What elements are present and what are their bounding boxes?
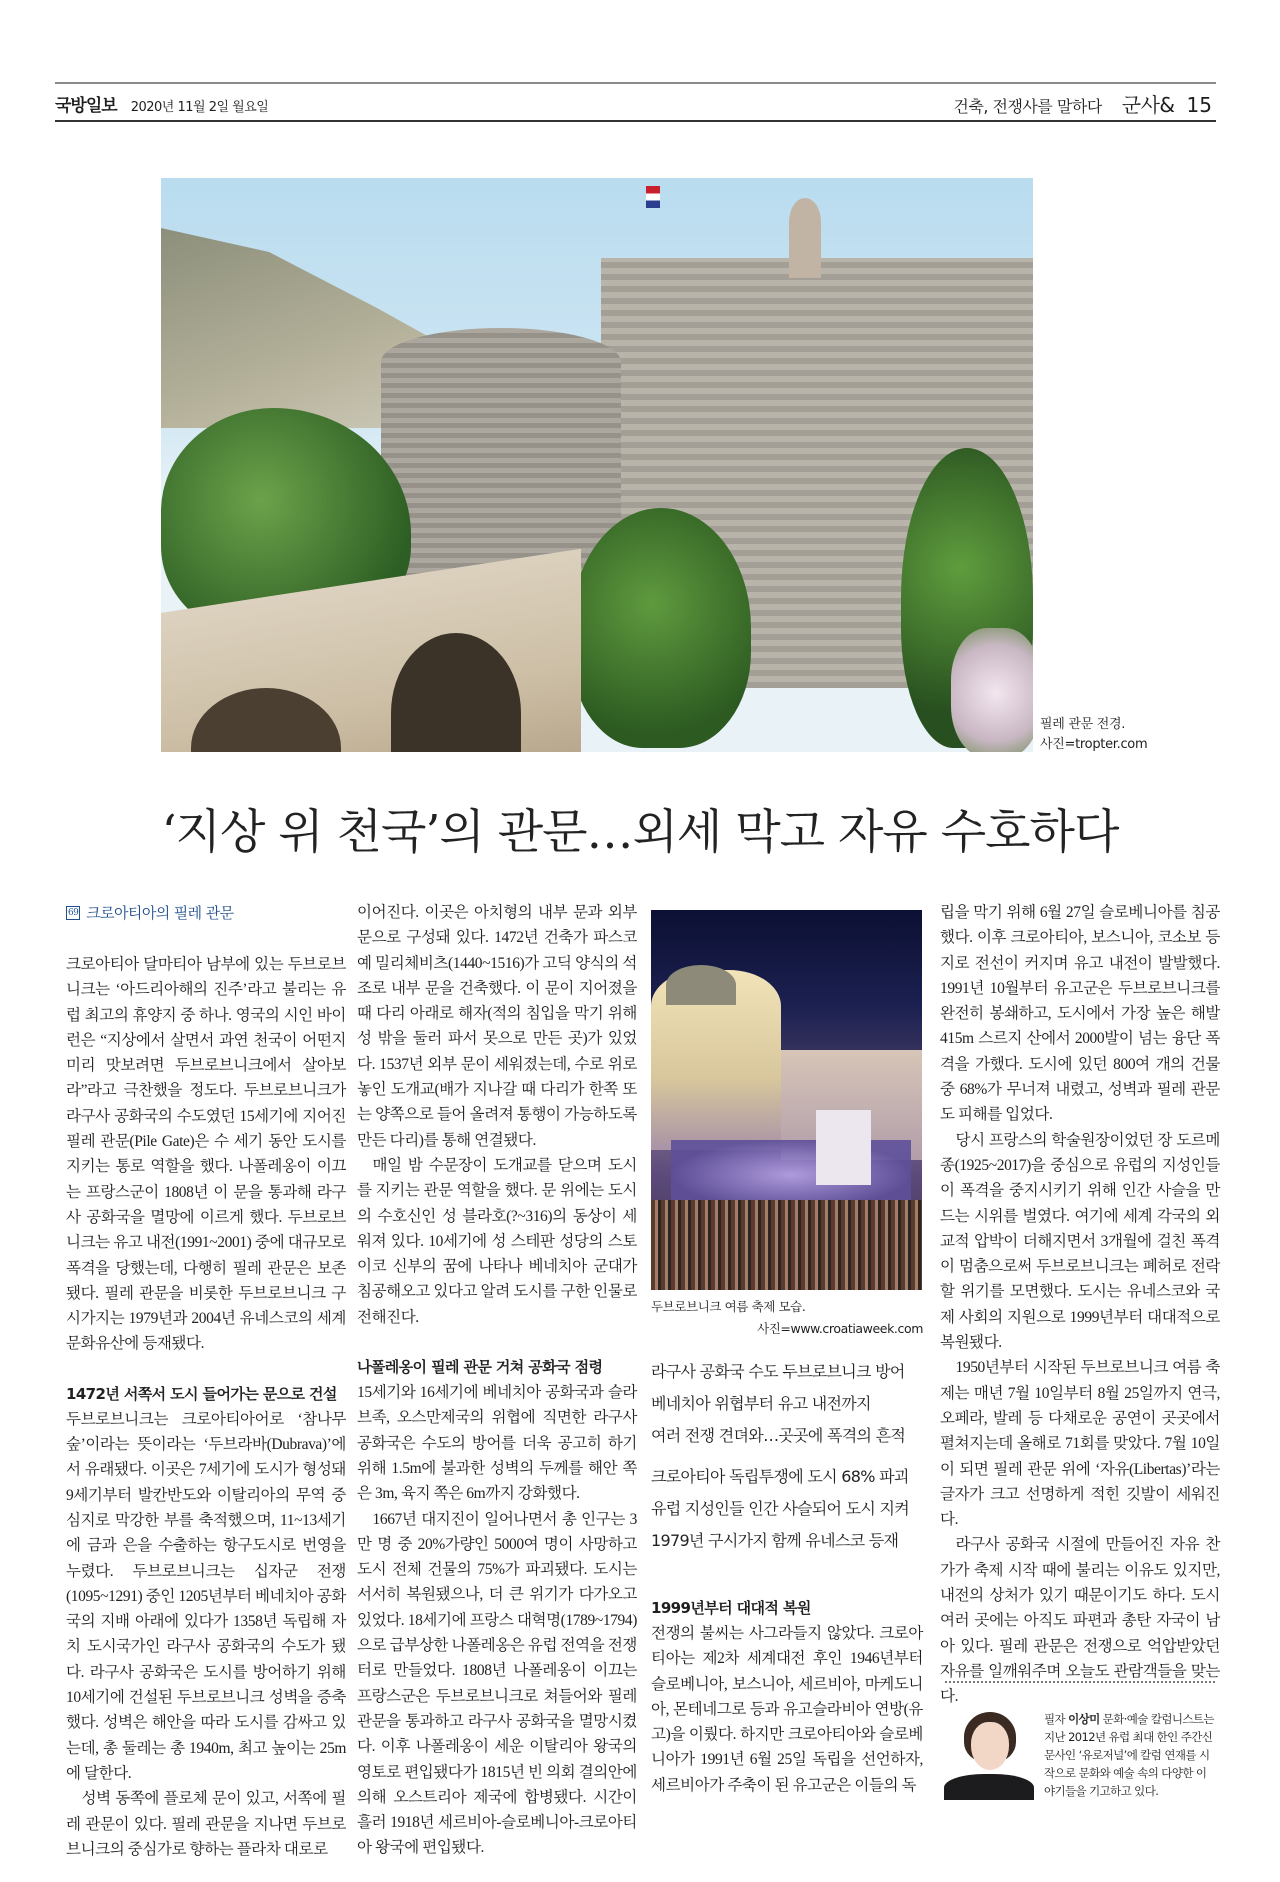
body-paragraph: 립을 막기 위해 6월 27일 슬로베니아를 침공했다. 이후 크로아티아, 보스니아, 코소보 등지로 전선이 커지며 유고 내전이 발발했다. 1991년 10월부터 유고군은 두브로브니크를 완전히 봉쇄하고, 도시에서 가장 높은 해발 415m 스르지 산에서 2000발이 넘는 융단 폭격을 가했다. 도시에 있던 800여 개의 건물 중 68%가 무너져 내렸고, 성벽과 필레 관문도 피해를 입었다. bbox=[940, 904, 1220, 1124]
author-prefix: 필자 bbox=[1044, 1712, 1066, 1726]
deck-subheads bbox=[651, 1356, 931, 1557]
issue-date: 2020년 11월 2일 월요일 bbox=[130, 100, 269, 115]
body-paragraph: 1667년 대지진이 일어나면서 총 인구는 3만 명 중 20%가량인 5000여 명이 사망하고 도시 전체 건물의 75%가 파괴됐다. 도시는 서서히 복원됐으나, 더 큰 위기가 다가오고 있었다. 18세기에 프랑스 대혁명(1789~1794)으로 급부상한 나폴레옹은 유럽 전역을 전쟁터로 만들었다. 1808년 나폴레옹이 이끄는 프랑스군은 두브로브니크로 쳐들어와 필레 관문을 통과하고 라구사 공화국을 멸망시켰다. 이후 나폴레옹이 세운 이탈리아 왕국의 영토로 편입됐다가 1815년 빈 의회 결의안에 의해 오스트리아 제국에 합병됐다. 시간이 흘러 1918년 세르비아-슬로베니아-크로아티아 왕국에 편입됐다. bbox=[357, 1510, 637, 1857]
author-box bbox=[944, 1710, 1224, 1810]
series-tag-title: 크로아티아의 필레 관문 bbox=[86, 904, 234, 922]
tree-middle-shape bbox=[571, 508, 751, 748]
photo-credit: 사진=tropter.com bbox=[1040, 737, 1148, 752]
audience-shape bbox=[651, 1200, 922, 1290]
section-subhead: 1472년 서쪽서 도시 들어가는 문으로 건설 bbox=[66, 1384, 337, 1403]
author-description: 문화·예술 칼럼니스트는 지난 2012년 유럽 최대 한인 주간신문사인 ‘유로저널’에 칼럼 연재를 시작으로 문화와 예술 속의 다양한 이야기들을 기고하고 있다. bbox=[1044, 1712, 1214, 1798]
body-paragraph: 성벽 동쪽에 플로체 문이 있고, 서쪽에 필레 관문이 있다. 필레 관문을 지나면 두브로브니크의 중심가로 향하는 플라차 대로로 bbox=[66, 1790, 346, 1858]
body-paragraph: 크로아티아 달마티아 남부에 있는 두브로브니크는 ‘아드리아해의 진주’라고 불리는 유럽 최고의 휴양지 중 하나. 영국의 시인 바이런은 “지상에서 살면서 과연 천국이 어떤지 미리 맛보려면 두브로브니크에서 살아보라”라고 극찬했을 정도다. 두브로브니크가 라구사 공화국의 수도였던 15세기에 지어진 필레 관문(Pile Gate)은 수 세기 동안 도시를 지키는 통로 역할을 했다. 나폴레옹이 이끄는 프랑스군이 1808년 이 문을 통과해 라구사 공화국을 멸망에 이르게 했다. 두브로브니크는 유고 내전(1991~2001) 중에 대규모로 폭격을 당했는데, 다행히 필레 관문은 보존됐다. 필레 관문을 비롯한 두브로브니크 구시가지는 1979년과 2004년 유네스코의 세계문화유산에 등재됐다. bbox=[66, 956, 346, 1353]
deck-line: 라구사 공화국 수도 두브로브니크 방어 bbox=[651, 1362, 905, 1381]
series-tag bbox=[66, 900, 346, 926]
author-name: 이상미 bbox=[1068, 1712, 1100, 1726]
author-bio bbox=[1044, 1710, 1214, 1800]
page-number: 15 bbox=[1186, 93, 1212, 117]
church-dome-shape bbox=[666, 965, 736, 1005]
body-paragraph: 매일 밤 수문장이 도개교를 닫으며 도시를 지키는 관문 역할을 했다. 문 위에는 도시의 수호신인 성 블라호(?~316)의 동상이 세워져 있다. 10세기에 성 스테판 성당의 스토이코 신부의 꿈에 나타나 베네치아 군대가 침공해오고 있다고 알려 도시를 구한 인물로 전해진다. bbox=[357, 1156, 637, 1326]
deck-line: 크로아티아 독립투쟁에 도시 68% 파괴 bbox=[651, 1467, 909, 1486]
festival-photo-caption bbox=[651, 1296, 923, 1340]
section-subhead: 1999년부터 대대적 복원 bbox=[651, 1599, 811, 1617]
article-column-1 bbox=[66, 900, 346, 1862]
newspaper-logo: 국방일보 bbox=[55, 96, 117, 116]
page-masthead bbox=[55, 82, 1216, 122]
turret-shape bbox=[789, 198, 821, 278]
body-paragraph: 15세기와 16세기에 베네치아 공화국과 슬라브족, 오스만제국의 위협에 직면한 라구사 공화국은 수도의 방어를 더욱 공고히 하기 위해 1.5m에 불과한 성벽의 두께를 해안 쪽은 3m, 육지 쪽은 6m까지 강화했다. bbox=[357, 1384, 637, 1503]
stage-screen-shape bbox=[816, 1110, 871, 1185]
section-subhead: 나폴레옹이 필레 관문 거쳐 공화국 점령 bbox=[357, 1358, 603, 1377]
deck-line: 1979년 구시가지 함께 유네스코 등재 bbox=[651, 1531, 899, 1550]
deck-line: 베네치아 위협부터 유고 내전까지 bbox=[651, 1394, 871, 1413]
body-paragraph: 1950년부터 시작된 두브로브니크 여름 축제는 매년 7월 10일부터 8월 25일까지 연극, 오페라, 발레 등 다채로운 공연이 곳곳에서 펼쳐지는데 올해로 71회를 맞았다. 7월 10일이 되면 필레 관문 위에 ‘자유(Libertas)’라는 글자가 크고 선명하게 적힌 깃발이 세워진다. bbox=[940, 1359, 1220, 1529]
article-column-3 bbox=[651, 1596, 923, 1798]
author-avatar bbox=[944, 1710, 1034, 1800]
article-column-2 bbox=[357, 900, 637, 1861]
body-paragraph: 이어진다. 이곳은 아치형의 내부 문과 외부 문으로 구성돼 있다. 1472년 건축가 파스코예 밀리체비츠(1440~1516)가 고딕 양식의 석조로 내부 문을 건축했다. 이 문이 지어졌을 때 다리 아래로 해자(적의 침입을 막기 위해 성 밖을 둘러 파서 못으로 만든 곳)가 있었다. 1537년 외부 문이 세워졌는데, 수로 위로 놓인 도개교(배가 지나갈 때 다리가 한쪽 또는 양쪽으로 들어 올려져 통행이 가능하도록 만든 다리)를 통해 연결됐다. bbox=[357, 904, 637, 1149]
flowering-shrub-shape bbox=[951, 628, 1033, 752]
photo-credit: 사진=www.croatiaweek.com bbox=[757, 1321, 923, 1336]
masthead-right bbox=[953, 89, 1212, 118]
deck-group-1 bbox=[651, 1356, 931, 1452]
body-paragraph: 전쟁의 불씨는 사그라들지 않았다. 크로아티아는 제2차 세계대전 후인 1946년부터 슬로베니아, 보스니아, 세르비아, 마케도니아, 몬테네그로 등과 유고슬라비아 연방(유고)을 이뤘다. 하지만 크로아티아와 슬로베니아가 1991년 6월 25일 독립을 선언하자, 세르비아가 주축이 된 유고군은 이들의 독 bbox=[651, 1625, 923, 1794]
author-divider bbox=[945, 1681, 1215, 1683]
festival-photo bbox=[651, 910, 922, 1290]
article-headline: ‘지상 위 천국’의 관문…외세 막고 자유 수호하다 bbox=[161, 805, 1119, 860]
deck-line: 여러 전쟁 견뎌와…곳곳에 폭격의 흔적 bbox=[651, 1426, 906, 1445]
body-paragraph: 두브로브니크는 크로아티아어로 ‘참나무 숲’이라는 뜻이라는 ‘두브라바(Dubrava)’에서 유래됐다. 이곳은 7세기에 도시가 형성돼 9세기부터 발칸반도와 이탈리아의 무역 중심지로 막강한 부를 축적했으며, 11~13세기에 금과 은을 수출하는 항구도시로 번영을 누렸다. 두브로브니크는 십자군 전쟁(1095~1291) 중인 1205년부터 베네치아 공화국의 지배 아래에 있다가 1358년 독립해 자치 도시국가인 라구사 공화국의 수도가 됐다. 라구사 공화국은 도시를 방어하기 위해 10세기에 건설된 두브로브니크 성벽을 증축했다. 성벽은 해안을 따라 도시를 감싸고 있는데, 총 둘레는 총 1940m, 최고 높이는 25m에 달한다. bbox=[66, 1410, 346, 1782]
body-paragraph: 당시 프랑스의 학술원장이었던 장 도르메종(1925~2017)을 중심으로 유럽의 지성인들이 폭격을 중지시키기 위해 인간 사슬을 만드는 시위를 벌였다. 여기에 세계 각국의 외교적 압박이 더해지면서 3개월에 걸친 폭격이 멈춤으로써 두브로브니크는 폐허로 전락할 위기를 모면했다. 도시는 유네스코와 국제 사회의 지원으로 1999년부터 대대적으로 복원됐다. bbox=[940, 1131, 1220, 1352]
body-paragraph: 라구사 공화국 시절에 만들어진 자유 찬가가 축제 시작 때에 불리는 이유도 있지만, 내전의 상처가 있기 때문이기도 하다. 도시 여러 곳에는 아직도 파편과 총탄 자국이 남아 있다. 필레 관문은 전쟁으로 억압받았던 자유를 일깨워주며 오늘도 관람객들을 맞는다. bbox=[940, 1536, 1220, 1706]
series-number-badge: 69 bbox=[68, 908, 79, 918]
section-name: 군사& bbox=[1121, 93, 1175, 117]
hero-photo-pile-gate bbox=[161, 178, 1033, 752]
caption-text: 두브로브니크 여름 축제 모습. bbox=[651, 1299, 806, 1314]
masthead-left bbox=[55, 91, 268, 116]
deck-line: 유럽 지성인들 인간 사슬되어 도시 지켜 bbox=[651, 1499, 910, 1518]
caption-text: 필레 관문 전경. bbox=[1040, 717, 1126, 732]
croatian-flag-icon bbox=[646, 186, 660, 208]
hero-photo-caption bbox=[1040, 715, 1147, 755]
deck-group-2 bbox=[651, 1461, 931, 1557]
series-title: 건축, 전쟁사를 말하다 bbox=[953, 97, 1102, 116]
article-column-4 bbox=[940, 900, 1220, 1710]
